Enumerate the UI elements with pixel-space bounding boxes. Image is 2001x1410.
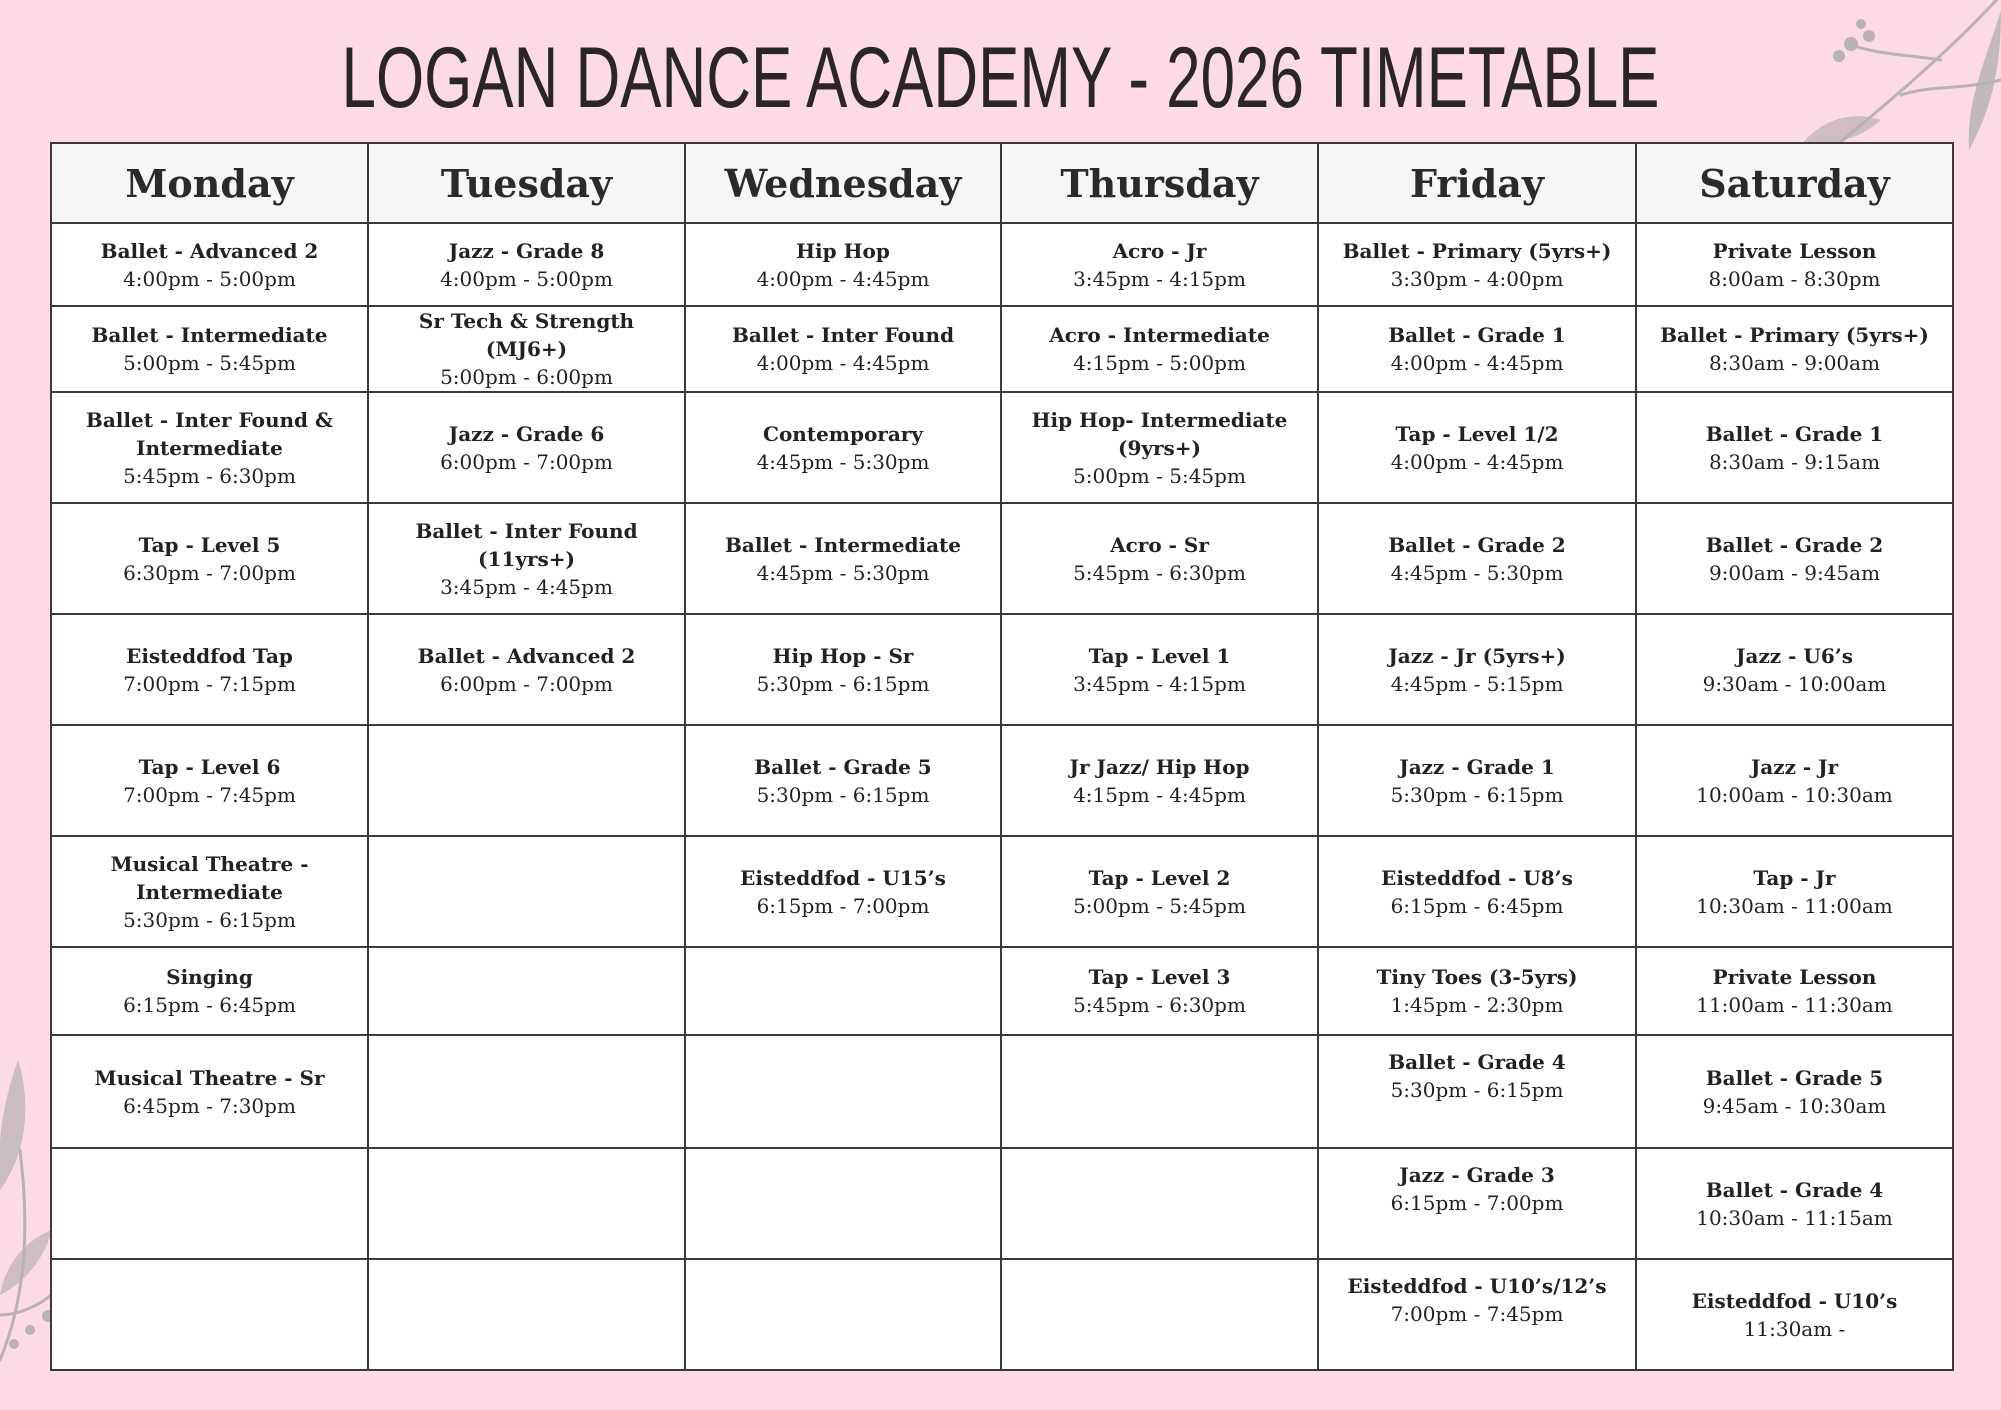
- empty-cell: [1001, 1035, 1318, 1148]
- class-cell: [51, 223, 368, 306]
- table-row: [51, 503, 1953, 614]
- empty-cell: [368, 725, 685, 836]
- class-name: Eisteddfod - U10’s: [1691, 1288, 1898, 1313]
- empty-cell: [1001, 1148, 1318, 1259]
- class-time: 5:45pm - 6:30pm: [1073, 993, 1246, 1017]
- class-time: 4:00pm - 5:00pm: [123, 266, 296, 291]
- class-name: Ballet - Grade 5: [754, 754, 932, 779]
- class-name: Tap - Level 2: [1088, 865, 1231, 890]
- day-header-wednesday: Wednesday: [685, 143, 1001, 223]
- class-time: 11:30am -: [1743, 1316, 1846, 1341]
- class-name: Tap - Level 5: [138, 532, 281, 557]
- class-cell: [1001, 223, 1318, 306]
- class-cell: [1318, 306, 1636, 392]
- class-time: 5:30pm - 6:15pm: [1390, 1078, 1564, 1102]
- class-cell: [1636, 1259, 1953, 1370]
- class-name: Hip Hop- Intermediate (9yrs+): [1031, 407, 1288, 460]
- header-row: [51, 143, 1953, 223]
- class-name: Eisteddfod Tap: [126, 643, 293, 668]
- empty-cell: [51, 1148, 368, 1259]
- class-time: 5:00pm - 6:00pm: [440, 365, 613, 389]
- class-time: 4:45pm - 5:30pm: [1390, 560, 1564, 585]
- class-cell: [1636, 306, 1953, 392]
- class-cell: [51, 306, 368, 392]
- class-cell: [685, 836, 1001, 947]
- class-cell: [1318, 503, 1636, 614]
- table-row: [51, 306, 1953, 392]
- class-time: 5:30pm - 6:15pm: [756, 782, 930, 807]
- class-name: Ballet - Inter Found (11yrs+): [415, 518, 638, 571]
- class-time: 1:45pm - 2:30pm: [1390, 993, 1564, 1017]
- class-cell: [51, 836, 368, 947]
- class-cell: [1001, 306, 1318, 392]
- table-row: [51, 1148, 1953, 1259]
- class-time: 4:00pm - 4:45pm: [756, 266, 930, 291]
- class-time: 8:30am - 9:15am: [1708, 449, 1881, 474]
- class-time: 7:00pm - 7:45pm: [1390, 1302, 1564, 1326]
- class-cell: [368, 223, 685, 306]
- class-time: 3:45pm - 4:45pm: [440, 574, 613, 599]
- class-time: 10:30am - 11:15am: [1696, 1205, 1893, 1230]
- class-time: 4:00pm - 4:45pm: [1390, 449, 1564, 474]
- class-cell: [1318, 1259, 1636, 1370]
- class-cell: [368, 306, 685, 392]
- class-time: 4:45pm - 5:30pm: [756, 560, 930, 585]
- class-cell: [51, 947, 368, 1035]
- table-row: [51, 1035, 1953, 1148]
- class-cell: [685, 392, 1001, 503]
- class-cell: [685, 725, 1001, 836]
- class-cell: [1001, 503, 1318, 614]
- class-time: 9:00am - 9:45am: [1708, 560, 1881, 585]
- class-time: 9:45am - 10:30am: [1702, 1093, 1887, 1118]
- class-cell: [1318, 392, 1636, 503]
- class-cell: [1001, 725, 1318, 836]
- empty-cell: [685, 947, 1001, 1035]
- class-time: 3:30pm - 4:00pm: [1390, 266, 1564, 291]
- class-name: Jazz - Grade 8: [448, 238, 605, 263]
- empty-cell: [685, 1035, 1001, 1148]
- class-time: 10:00am - 10:30am: [1696, 782, 1893, 807]
- class-time: 8:30am - 9:00am: [1708, 351, 1881, 375]
- table-row: [51, 392, 1953, 503]
- class-cell: [685, 223, 1001, 306]
- table-row: [51, 223, 1953, 306]
- class-name: Contemporary: [763, 421, 923, 446]
- class-time: 5:00pm - 5:45pm: [1073, 893, 1246, 918]
- class-name: Ballet - Primary (5yrs+): [1342, 238, 1612, 263]
- empty-cell: [368, 1259, 685, 1370]
- class-time: 4:00pm - 4:45pm: [756, 351, 930, 375]
- class-name: Tap - Level 1: [1088, 643, 1231, 668]
- table-row: [51, 947, 1953, 1035]
- page-title: LOGAN DANCE ACADEMY - 2026 TIMETABLE: [341, 30, 1660, 126]
- class-cell: [51, 392, 368, 503]
- class-cell: [1001, 614, 1318, 725]
- class-cell: [51, 614, 368, 725]
- class-cell: [1318, 836, 1636, 947]
- empty-cell: [368, 1035, 685, 1148]
- class-name: Jazz - U6’s: [1736, 643, 1853, 668]
- day-header-thursday: Thursday: [1001, 143, 1318, 223]
- class-time: 4:45pm - 5:30pm: [756, 449, 930, 474]
- class-name: Tap - Level 3: [1088, 965, 1231, 989]
- class-cell: [685, 306, 1001, 392]
- class-time: 6:00pm - 7:00pm: [440, 449, 613, 474]
- class-cell: [1636, 223, 1953, 306]
- table-row: [51, 1259, 1953, 1370]
- class-cell: [1636, 1148, 1953, 1259]
- class-name: Musical Theatre - Intermediate: [110, 851, 309, 904]
- class-name: Hip Hop: [796, 238, 890, 263]
- class-name: Ballet - Inter Found: [731, 323, 955, 347]
- class-time: 6:15pm - 6:45pm: [1390, 893, 1564, 918]
- class-name: Ballet - Advanced 2: [100, 238, 319, 263]
- class-cell: [1001, 392, 1318, 503]
- class-time: 3:45pm - 4:15pm: [1073, 266, 1246, 291]
- day-header-tuesday: Tuesday: [368, 143, 685, 223]
- class-cell: [1001, 836, 1318, 947]
- class-time: 4:00pm - 5:00pm: [440, 266, 613, 291]
- class-time: 5:45pm - 6:30pm: [123, 463, 296, 488]
- class-time: 6:15pm - 7:00pm: [1390, 1191, 1564, 1215]
- class-time: 7:00pm - 7:15pm: [123, 671, 296, 696]
- class-time: 4:15pm - 4:45pm: [1073, 782, 1246, 807]
- class-name: Ballet - Grade 4: [1705, 1177, 1884, 1202]
- class-name: Eisteddfod - U15’s: [740, 865, 946, 890]
- class-name: Eisteddfod - U10’s/12’s: [1347, 1274, 1607, 1298]
- class-time: 5:30pm - 6:15pm: [123, 907, 296, 932]
- class-time: 5:30pm - 6:15pm: [756, 671, 930, 696]
- empty-cell: [685, 1148, 1001, 1259]
- class-name: Tap - Level 1/2: [1395, 421, 1559, 446]
- class-name: Jazz - Grade 3: [1399, 1163, 1555, 1187]
- empty-cell: [368, 1148, 685, 1259]
- class-time: 6:15pm - 7:00pm: [756, 893, 930, 918]
- class-name: Tiny Toes (3-5yrs): [1376, 965, 1578, 989]
- class-cell: [1636, 1035, 1953, 1148]
- class-name: Eisteddfod - U8’s: [1381, 865, 1573, 890]
- class-name: Acro - Intermediate: [1049, 323, 1270, 347]
- class-name: Ballet - Inter Found & Intermediate: [85, 407, 334, 460]
- day-header-friday: Friday: [1318, 143, 1636, 223]
- class-time: 5:00pm - 5:45pm: [123, 351, 296, 375]
- class-name: Tap - Jr: [1753, 865, 1836, 890]
- empty-cell: [368, 947, 685, 1035]
- class-name: Ballet - Grade 2: [1705, 532, 1884, 557]
- class-name: Jazz - Grade 6: [448, 421, 605, 446]
- class-cell: [1636, 614, 1953, 725]
- class-name: Ballet - Intermediate: [724, 532, 962, 557]
- class-name: Private Lesson: [1712, 238, 1877, 263]
- class-cell: [685, 503, 1001, 614]
- class-cell: [51, 725, 368, 836]
- class-cell: [368, 392, 685, 503]
- day-header-monday: Monday: [51, 143, 368, 223]
- class-cell: [1318, 1035, 1636, 1148]
- class-cell: [1318, 947, 1636, 1035]
- class-cell: [685, 614, 1001, 725]
- class-name: Ballet - Primary (5yrs+): [1660, 323, 1929, 347]
- class-name: Ballet - Advanced 2: [417, 643, 636, 668]
- class-name: Ballet - Grade 4: [1388, 1050, 1566, 1074]
- class-time: 4:45pm - 5:15pm: [1390, 671, 1564, 696]
- class-name: Ballet - Grade 1: [1388, 323, 1566, 347]
- leaf-branch-decoration: [1701, 0, 2001, 150]
- class-cell: [1318, 1148, 1636, 1259]
- class-time: 4:15pm - 5:00pm: [1073, 351, 1246, 375]
- class-name: Musical Theatre - Sr: [94, 1065, 325, 1090]
- class-name: Ballet - Grade 5: [1705, 1065, 1884, 1090]
- class-time: 8:00am - 8:30pm: [1708, 266, 1881, 291]
- class-cell: [1318, 725, 1636, 836]
- class-name: Hip Hop - Sr: [772, 643, 914, 668]
- class-name: Jazz - Jr (5yrs+): [1388, 643, 1566, 668]
- class-time: 6:00pm - 7:00pm: [440, 671, 613, 696]
- class-time: 10:30am - 11:00am: [1696, 893, 1893, 918]
- day-header-saturday: Saturday: [1636, 143, 1953, 223]
- class-cell: [1636, 836, 1953, 947]
- class-time: 5:30pm - 6:15pm: [1390, 782, 1564, 807]
- empty-cell: [51, 1259, 368, 1370]
- class-name: Private Lesson: [1712, 965, 1877, 989]
- empty-cell: [368, 836, 685, 947]
- class-name: Tap - Level 6: [138, 754, 281, 779]
- class-time: 6:45pm - 7:30pm: [123, 1093, 296, 1118]
- table-row: [51, 836, 1953, 947]
- class-cell: [1636, 725, 1953, 836]
- class-cell: [1636, 392, 1953, 503]
- class-time: 11:00am - 11:30am: [1696, 993, 1893, 1017]
- class-time: 6:15pm - 6:45pm: [123, 993, 296, 1017]
- class-name: Acro - Jr: [1112, 238, 1207, 263]
- class-cell: [1636, 947, 1953, 1035]
- class-time: 5:45pm - 6:30pm: [1073, 560, 1246, 585]
- class-name: Sr Tech & Strength (MJ6+): [418, 309, 635, 361]
- class-name: Jr Jazz/ Hip Hop: [1069, 754, 1250, 779]
- class-cell: [368, 614, 685, 725]
- class-cell: [51, 1035, 368, 1148]
- empty-cell: [1001, 1259, 1318, 1370]
- class-name: Ballet - Grade 1: [1705, 421, 1884, 446]
- class-name: Acro - Sr: [1110, 532, 1209, 557]
- class-cell: [1001, 947, 1318, 1035]
- class-time: 4:00pm - 4:45pm: [1390, 351, 1564, 375]
- class-time: 3:45pm - 4:15pm: [1073, 671, 1246, 696]
- class-name: Jazz - Jr: [1750, 754, 1839, 779]
- table-row: [51, 614, 1953, 725]
- class-cell: [368, 503, 685, 614]
- timetable: [50, 142, 1954, 1371]
- class-time: 7:00pm - 7:45pm: [123, 782, 296, 807]
- class-name: Ballet - Intermediate: [91, 323, 328, 347]
- class-time: 5:00pm - 5:45pm: [1073, 463, 1246, 488]
- class-time: 9:30am - 10:00am: [1702, 671, 1887, 696]
- table-row: [51, 725, 1953, 836]
- class-cell: [1318, 614, 1636, 725]
- class-cell: [1318, 223, 1636, 306]
- class-time: 6:30pm - 7:00pm: [123, 560, 296, 585]
- class-name: Ballet - Grade 2: [1388, 532, 1566, 557]
- class-cell: [1636, 503, 1953, 614]
- class-name: Singing: [166, 965, 253, 989]
- empty-cell: [685, 1259, 1001, 1370]
- class-name: Jazz - Grade 1: [1399, 754, 1555, 779]
- class-cell: [51, 503, 368, 614]
